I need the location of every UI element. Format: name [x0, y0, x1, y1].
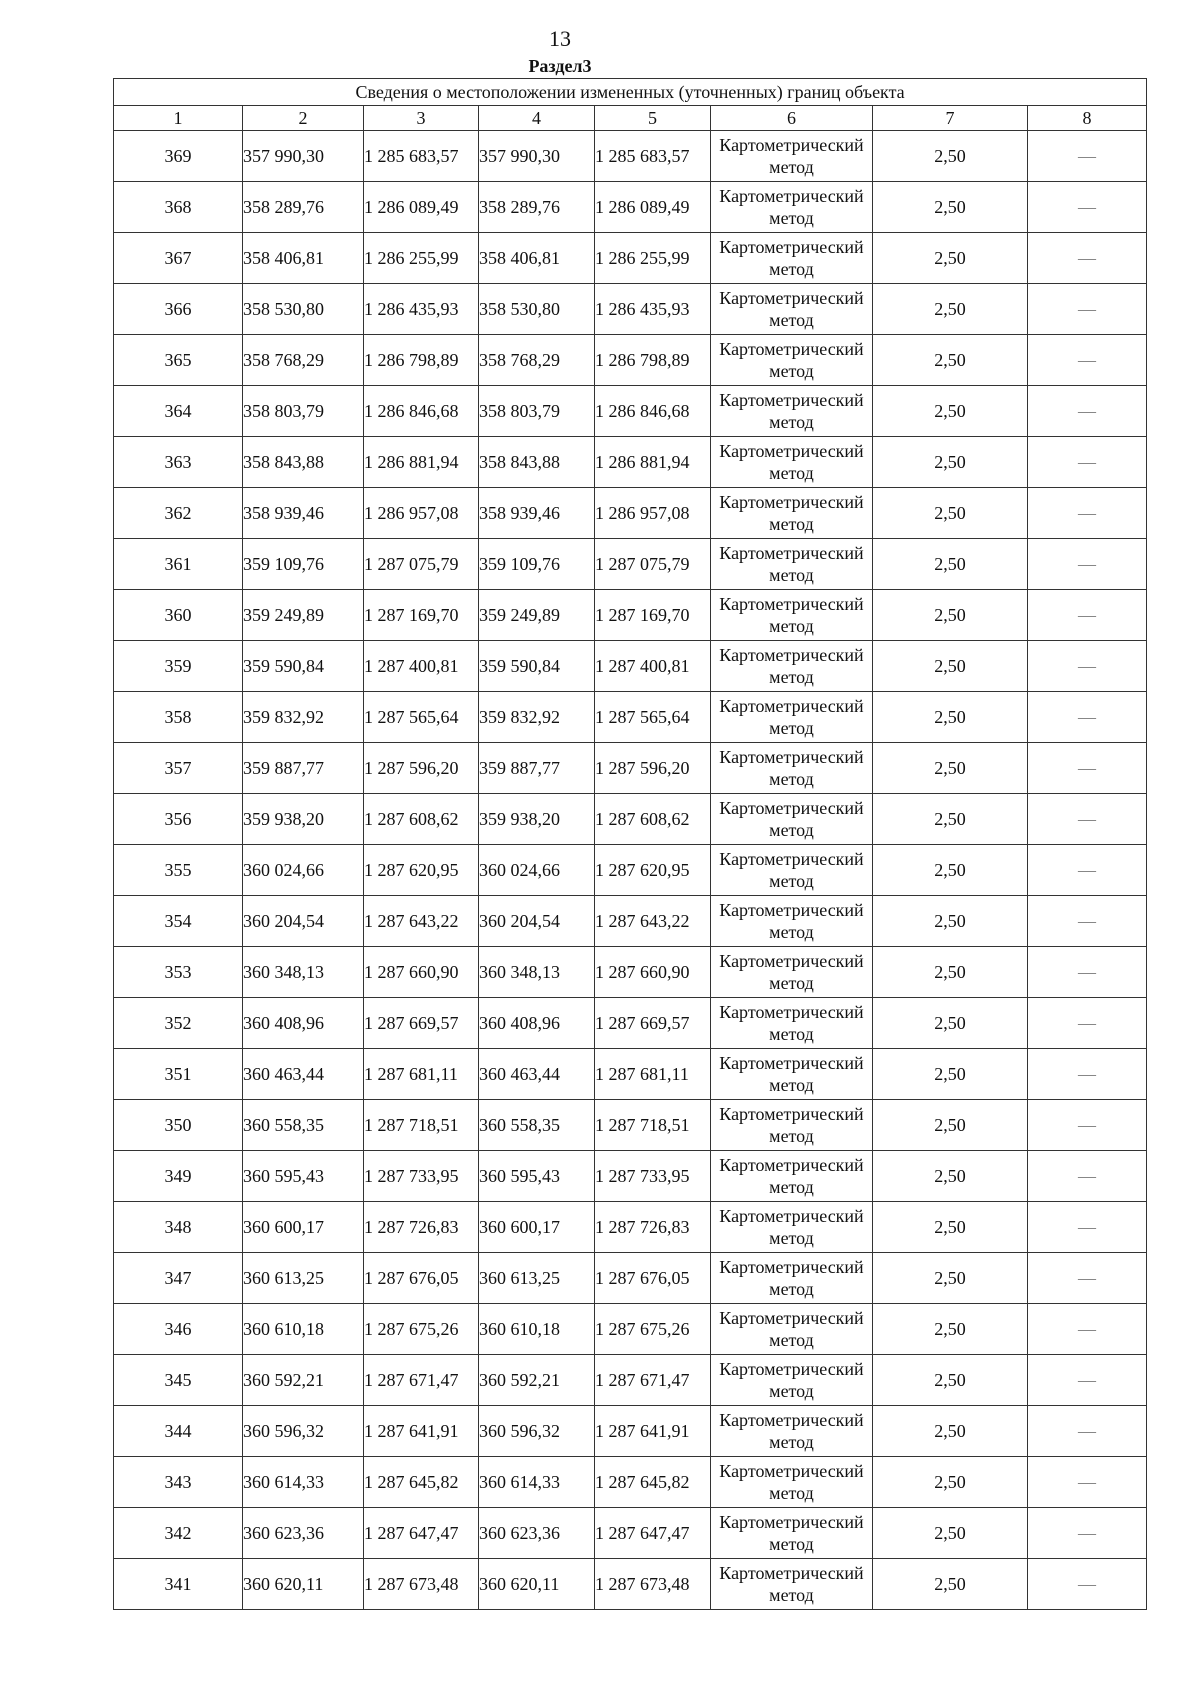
- column-header: 7: [873, 106, 1028, 131]
- existing-x-cell: 360 024,66: [243, 845, 364, 896]
- refined-x-cell: 360 024,66: [479, 845, 595, 896]
- description-cell: —: [1028, 437, 1147, 488]
- refined-y-cell: 1 286 957,08: [595, 488, 711, 539]
- description-cell: —: [1028, 845, 1147, 896]
- table-row: [114, 386, 1147, 437]
- column-number-row: [114, 106, 1147, 131]
- method-cell: Картометрический метод: [711, 1151, 873, 1202]
- table-row: [114, 437, 1147, 488]
- accuracy-cell: 2,50: [873, 131, 1028, 182]
- point-number-cell: 349: [114, 1151, 243, 1202]
- method-cell: Картометрический метод: [711, 1100, 873, 1151]
- table-row: [114, 1253, 1147, 1304]
- refined-x-cell: 359 249,89: [479, 590, 595, 641]
- description-cell: —: [1028, 641, 1147, 692]
- refined-x-cell: 359 109,76: [479, 539, 595, 590]
- existing-x-cell: 359 249,89: [243, 590, 364, 641]
- accuracy-cell: 2,50: [873, 488, 1028, 539]
- section-title: Раздел3: [528, 56, 592, 76]
- column-header: 6: [711, 106, 873, 131]
- description-cell: —: [1028, 539, 1147, 590]
- accuracy-cell: 2,50: [873, 1508, 1028, 1559]
- accuracy-cell: 2,50: [873, 1355, 1028, 1406]
- point-number-cell: 361: [114, 539, 243, 590]
- existing-x-cell: 360 614,33: [243, 1457, 364, 1508]
- point-number-cell: 355: [114, 845, 243, 896]
- table-row: [114, 1304, 1147, 1355]
- point-number-cell: 344: [114, 1406, 243, 1457]
- refined-y-cell: 1 287 641,91: [595, 1406, 711, 1457]
- refined-x-cell: 360 592,21: [479, 1355, 595, 1406]
- refined-x-cell: 358 939,46: [479, 488, 595, 539]
- table-row: [114, 1355, 1147, 1406]
- method-cell: Картометрический метод: [711, 386, 873, 437]
- existing-y-cell: 1 287 169,70: [364, 590, 479, 641]
- refined-y-cell: 1 286 255,99: [595, 233, 711, 284]
- refined-x-cell: 360 613,25: [479, 1253, 595, 1304]
- page-number: 13: [549, 26, 571, 51]
- point-number-cell: 356: [114, 794, 243, 845]
- point-number-cell: 359: [114, 641, 243, 692]
- existing-x-cell: 357 990,30: [243, 131, 364, 182]
- refined-y-cell: 1 285 683,57: [595, 131, 711, 182]
- accuracy-cell: 2,50: [873, 1151, 1028, 1202]
- refined-y-cell: 1 287 400,81: [595, 641, 711, 692]
- table-row: [114, 590, 1147, 641]
- refined-y-cell: 1 287 643,22: [595, 896, 711, 947]
- accuracy-cell: 2,50: [873, 386, 1028, 437]
- point-number-cell: 346: [114, 1304, 243, 1355]
- table-row: [114, 845, 1147, 896]
- description-cell: —: [1028, 182, 1147, 233]
- accuracy-cell: 2,50: [873, 1304, 1028, 1355]
- table-row: [114, 233, 1147, 284]
- refined-y-cell: 1 287 075,79: [595, 539, 711, 590]
- method-cell: Картометрический метод: [711, 182, 873, 233]
- table-row: [114, 335, 1147, 386]
- method-cell: Картометрический метод: [711, 335, 873, 386]
- existing-y-cell: 1 287 645,82: [364, 1457, 479, 1508]
- refined-x-cell: 360 600,17: [479, 1202, 595, 1253]
- accuracy-cell: 2,50: [873, 284, 1028, 335]
- existing-x-cell: 360 623,36: [243, 1508, 364, 1559]
- existing-y-cell: 1 287 673,48: [364, 1559, 479, 1610]
- accuracy-cell: 2,50: [873, 182, 1028, 233]
- accuracy-cell: 2,50: [873, 845, 1028, 896]
- column-header: 8: [1028, 106, 1147, 131]
- accuracy-cell: 2,50: [873, 590, 1028, 641]
- point-number-cell: 343: [114, 1457, 243, 1508]
- accuracy-cell: 2,50: [873, 539, 1028, 590]
- existing-x-cell: 358 843,88: [243, 437, 364, 488]
- table-row: [114, 488, 1147, 539]
- refined-y-cell: 1 287 620,95: [595, 845, 711, 896]
- existing-y-cell: 1 287 647,47: [364, 1508, 479, 1559]
- refined-x-cell: 360 623,36: [479, 1508, 595, 1559]
- table-row: [114, 794, 1147, 845]
- refined-y-cell: 1 286 435,93: [595, 284, 711, 335]
- table-row: [114, 692, 1147, 743]
- existing-y-cell: 1 285 683,57: [364, 131, 479, 182]
- accuracy-cell: 2,50: [873, 998, 1028, 1049]
- method-cell: Картометрический метод: [711, 1202, 873, 1253]
- description-cell: —: [1028, 896, 1147, 947]
- point-number-cell: 342: [114, 1508, 243, 1559]
- table-row: [114, 1559, 1147, 1610]
- existing-x-cell: 358 530,80: [243, 284, 364, 335]
- refined-y-cell: 1 287 671,47: [595, 1355, 711, 1406]
- accuracy-cell: 2,50: [873, 1100, 1028, 1151]
- refined-y-cell: 1 287 647,47: [595, 1508, 711, 1559]
- existing-x-cell: 359 109,76: [243, 539, 364, 590]
- existing-y-cell: 1 286 881,94: [364, 437, 479, 488]
- refined-x-cell: 360 204,54: [479, 896, 595, 947]
- existing-x-cell: 360 204,54: [243, 896, 364, 947]
- point-number-cell: 364: [114, 386, 243, 437]
- table-caption-row: [114, 79, 1147, 106]
- table-caption: Сведения о местоположении измененных (уточненных) границ объекта: [114, 79, 1147, 106]
- point-number-cell: 360: [114, 590, 243, 641]
- method-cell: Картометрический метод: [711, 947, 873, 998]
- existing-y-cell: 1 287 675,26: [364, 1304, 479, 1355]
- column-header: 2: [243, 106, 364, 131]
- description-cell: —: [1028, 1253, 1147, 1304]
- existing-x-cell: 360 610,18: [243, 1304, 364, 1355]
- existing-x-cell: 359 590,84: [243, 641, 364, 692]
- refined-x-cell: 359 832,92: [479, 692, 595, 743]
- refined-y-cell: 1 287 608,62: [595, 794, 711, 845]
- refined-x-cell: 360 596,32: [479, 1406, 595, 1457]
- refined-x-cell: 358 289,76: [479, 182, 595, 233]
- description-cell: —: [1028, 233, 1147, 284]
- refined-x-cell: 359 590,84: [479, 641, 595, 692]
- accuracy-cell: 2,50: [873, 743, 1028, 794]
- existing-y-cell: 1 287 641,91: [364, 1406, 479, 1457]
- accuracy-cell: 2,50: [873, 437, 1028, 488]
- existing-y-cell: 1 287 726,83: [364, 1202, 479, 1253]
- point-number-cell: 345: [114, 1355, 243, 1406]
- column-header: 5: [595, 106, 711, 131]
- column-header: 1: [114, 106, 243, 131]
- accuracy-cell: 2,50: [873, 1049, 1028, 1100]
- table-row: [114, 182, 1147, 233]
- accuracy-cell: 2,50: [873, 1406, 1028, 1457]
- description-cell: —: [1028, 1304, 1147, 1355]
- description-cell: —: [1028, 1508, 1147, 1559]
- table-row: [114, 284, 1147, 335]
- description-cell: —: [1028, 1202, 1147, 1253]
- refined-y-cell: 1 286 846,68: [595, 386, 711, 437]
- description-cell: —: [1028, 1406, 1147, 1457]
- description-cell: —: [1028, 284, 1147, 335]
- existing-x-cell: 359 887,77: [243, 743, 364, 794]
- accuracy-cell: 2,50: [873, 1202, 1028, 1253]
- point-number-cell: 350: [114, 1100, 243, 1151]
- table-body: [114, 131, 1147, 1610]
- existing-y-cell: 1 287 608,62: [364, 794, 479, 845]
- table-row: [114, 1202, 1147, 1253]
- point-number-cell: 347: [114, 1253, 243, 1304]
- table-row: [114, 998, 1147, 1049]
- point-number-cell: 366: [114, 284, 243, 335]
- existing-x-cell: 360 592,21: [243, 1355, 364, 1406]
- description-cell: —: [1028, 488, 1147, 539]
- point-number-cell: 351: [114, 1049, 243, 1100]
- refined-x-cell: 360 348,13: [479, 947, 595, 998]
- existing-y-cell: 1 287 671,47: [364, 1355, 479, 1406]
- existing-y-cell: 1 287 718,51: [364, 1100, 479, 1151]
- existing-y-cell: 1 287 643,22: [364, 896, 479, 947]
- existing-x-cell: 360 613,25: [243, 1253, 364, 1304]
- description-cell: —: [1028, 947, 1147, 998]
- table-row: [114, 539, 1147, 590]
- accuracy-cell: 2,50: [873, 896, 1028, 947]
- existing-x-cell: 360 596,32: [243, 1406, 364, 1457]
- method-cell: Картометрический метод: [711, 641, 873, 692]
- refined-y-cell: 1 287 675,26: [595, 1304, 711, 1355]
- refined-y-cell: 1 286 881,94: [595, 437, 711, 488]
- table-row: [114, 1151, 1147, 1202]
- refined-y-cell: 1 287 565,64: [595, 692, 711, 743]
- existing-y-cell: 1 286 089,49: [364, 182, 479, 233]
- refined-x-cell: 359 938,20: [479, 794, 595, 845]
- refined-x-cell: 359 887,77: [479, 743, 595, 794]
- table-row: [114, 131, 1147, 182]
- table-row: [114, 1457, 1147, 1508]
- description-cell: —: [1028, 743, 1147, 794]
- existing-x-cell: 358 939,46: [243, 488, 364, 539]
- point-number-cell: 369: [114, 131, 243, 182]
- existing-x-cell: 360 348,13: [243, 947, 364, 998]
- refined-x-cell: 360 408,96: [479, 998, 595, 1049]
- accuracy-cell: 2,50: [873, 947, 1028, 998]
- refined-x-cell: 358 803,79: [479, 386, 595, 437]
- existing-x-cell: 360 600,17: [243, 1202, 364, 1253]
- point-number-cell: 353: [114, 947, 243, 998]
- point-number-cell: 362: [114, 488, 243, 539]
- refined-x-cell: 360 558,35: [479, 1100, 595, 1151]
- point-number-cell: 357: [114, 743, 243, 794]
- existing-y-cell: 1 286 846,68: [364, 386, 479, 437]
- description-cell: —: [1028, 1559, 1147, 1610]
- existing-x-cell: 359 832,92: [243, 692, 364, 743]
- refined-x-cell: 357 990,30: [479, 131, 595, 182]
- table-row: [114, 1049, 1147, 1100]
- method-cell: Картометрический метод: [711, 1049, 873, 1100]
- refined-y-cell: 1 287 726,83: [595, 1202, 711, 1253]
- table-row: [114, 1100, 1147, 1151]
- method-cell: Картометрический метод: [711, 896, 873, 947]
- column-header: 4: [479, 106, 595, 131]
- accuracy-cell: 2,50: [873, 335, 1028, 386]
- existing-x-cell: 360 463,44: [243, 1049, 364, 1100]
- existing-y-cell: 1 286 957,08: [364, 488, 479, 539]
- existing-y-cell: 1 286 798,89: [364, 335, 479, 386]
- description-cell: —: [1028, 590, 1147, 641]
- existing-y-cell: 1 286 255,99: [364, 233, 479, 284]
- column-header: 3: [364, 106, 479, 131]
- existing-x-cell: 360 558,35: [243, 1100, 364, 1151]
- refined-y-cell: 1 287 645,82: [595, 1457, 711, 1508]
- existing-y-cell: 1 287 620,95: [364, 845, 479, 896]
- description-cell: —: [1028, 1355, 1147, 1406]
- point-number-cell: 341: [114, 1559, 243, 1610]
- refined-x-cell: 360 610,18: [479, 1304, 595, 1355]
- method-cell: Картометрический метод: [711, 1508, 873, 1559]
- method-cell: Картометрический метод: [711, 590, 873, 641]
- point-number-cell: 354: [114, 896, 243, 947]
- description-cell: —: [1028, 794, 1147, 845]
- method-cell: Картометрический метод: [711, 488, 873, 539]
- method-cell: Картометрический метод: [711, 998, 873, 1049]
- accuracy-cell: 2,50: [873, 692, 1028, 743]
- accuracy-cell: 2,50: [873, 1457, 1028, 1508]
- accuracy-cell: 2,50: [873, 1253, 1028, 1304]
- point-number-cell: 363: [114, 437, 243, 488]
- refined-x-cell: 360 463,44: [479, 1049, 595, 1100]
- existing-y-cell: 1 287 565,64: [364, 692, 479, 743]
- description-cell: —: [1028, 1100, 1147, 1151]
- accuracy-cell: 2,50: [873, 794, 1028, 845]
- existing-x-cell: 358 768,29: [243, 335, 364, 386]
- existing-x-cell: 358 803,79: [243, 386, 364, 437]
- existing-x-cell: 360 595,43: [243, 1151, 364, 1202]
- refined-x-cell: 360 595,43: [479, 1151, 595, 1202]
- table-row: [114, 641, 1147, 692]
- existing-y-cell: 1 287 669,57: [364, 998, 479, 1049]
- method-cell: Картометрический метод: [711, 692, 873, 743]
- existing-y-cell: 1 287 733,95: [364, 1151, 479, 1202]
- table-row: [114, 743, 1147, 794]
- refined-x-cell: 360 620,11: [479, 1559, 595, 1610]
- refined-y-cell: 1 287 676,05: [595, 1253, 711, 1304]
- method-cell: Картометрический метод: [711, 131, 873, 182]
- refined-y-cell: 1 287 660,90: [595, 947, 711, 998]
- method-cell: Картометрический метод: [711, 1253, 873, 1304]
- refined-x-cell: 358 530,80: [479, 284, 595, 335]
- method-cell: Картометрический метод: [711, 1559, 873, 1610]
- method-cell: Картометрический метод: [711, 1406, 873, 1457]
- point-number-cell: 365: [114, 335, 243, 386]
- existing-x-cell: 360 620,11: [243, 1559, 364, 1610]
- method-cell: Картометрический метод: [711, 1304, 873, 1355]
- refined-y-cell: 1 286 089,49: [595, 182, 711, 233]
- point-number-cell: 367: [114, 233, 243, 284]
- description-cell: —: [1028, 998, 1147, 1049]
- existing-x-cell: 359 938,20: [243, 794, 364, 845]
- existing-x-cell: 358 406,81: [243, 233, 364, 284]
- existing-x-cell: 358 289,76: [243, 182, 364, 233]
- point-number-cell: 368: [114, 182, 243, 233]
- refined-y-cell: 1 287 169,70: [595, 590, 711, 641]
- existing-y-cell: 1 287 681,11: [364, 1049, 479, 1100]
- point-number-cell: 352: [114, 998, 243, 1049]
- method-cell: Картометрический метод: [711, 794, 873, 845]
- refined-y-cell: 1 287 733,95: [595, 1151, 711, 1202]
- refined-x-cell: 358 843,88: [479, 437, 595, 488]
- point-number-cell: 348: [114, 1202, 243, 1253]
- description-cell: —: [1028, 1457, 1147, 1508]
- refined-y-cell: 1 287 673,48: [595, 1559, 711, 1610]
- accuracy-cell: 2,50: [873, 1559, 1028, 1610]
- method-cell: Картометрический метод: [711, 233, 873, 284]
- existing-y-cell: 1 287 400,81: [364, 641, 479, 692]
- table-row: [114, 1406, 1147, 1457]
- table-row: [114, 1508, 1147, 1559]
- existing-y-cell: 1 286 435,93: [364, 284, 479, 335]
- existing-y-cell: 1 287 660,90: [364, 947, 479, 998]
- method-cell: Картометрический метод: [711, 437, 873, 488]
- existing-y-cell: 1 287 075,79: [364, 539, 479, 590]
- description-cell: —: [1028, 335, 1147, 386]
- boundary-coordinates-table: [113, 78, 1147, 1610]
- refined-y-cell: 1 287 681,11: [595, 1049, 711, 1100]
- method-cell: Картометрический метод: [711, 1457, 873, 1508]
- description-cell: —: [1028, 1049, 1147, 1100]
- refined-x-cell: 360 614,33: [479, 1457, 595, 1508]
- refined-y-cell: 1 286 798,89: [595, 335, 711, 386]
- method-cell: Картометрический метод: [711, 284, 873, 335]
- existing-y-cell: 1 287 676,05: [364, 1253, 479, 1304]
- refined-x-cell: 358 406,81: [479, 233, 595, 284]
- existing-y-cell: 1 287 596,20: [364, 743, 479, 794]
- description-cell: —: [1028, 692, 1147, 743]
- method-cell: Картометрический метод: [711, 539, 873, 590]
- existing-x-cell: 360 408,96: [243, 998, 364, 1049]
- refined-y-cell: 1 287 669,57: [595, 998, 711, 1049]
- description-cell: —: [1028, 386, 1147, 437]
- description-cell: —: [1028, 1151, 1147, 1202]
- method-cell: Картометрический метод: [711, 845, 873, 896]
- table-row: [114, 896, 1147, 947]
- point-number-cell: 358: [114, 692, 243, 743]
- refined-y-cell: 1 287 718,51: [595, 1100, 711, 1151]
- accuracy-cell: 2,50: [873, 641, 1028, 692]
- method-cell: Картометрический метод: [711, 743, 873, 794]
- refined-y-cell: 1 287 596,20: [595, 743, 711, 794]
- refined-x-cell: 358 768,29: [479, 335, 595, 386]
- accuracy-cell: 2,50: [873, 233, 1028, 284]
- table-row: [114, 947, 1147, 998]
- description-cell: —: [1028, 131, 1147, 182]
- method-cell: Картометрический метод: [711, 1355, 873, 1406]
